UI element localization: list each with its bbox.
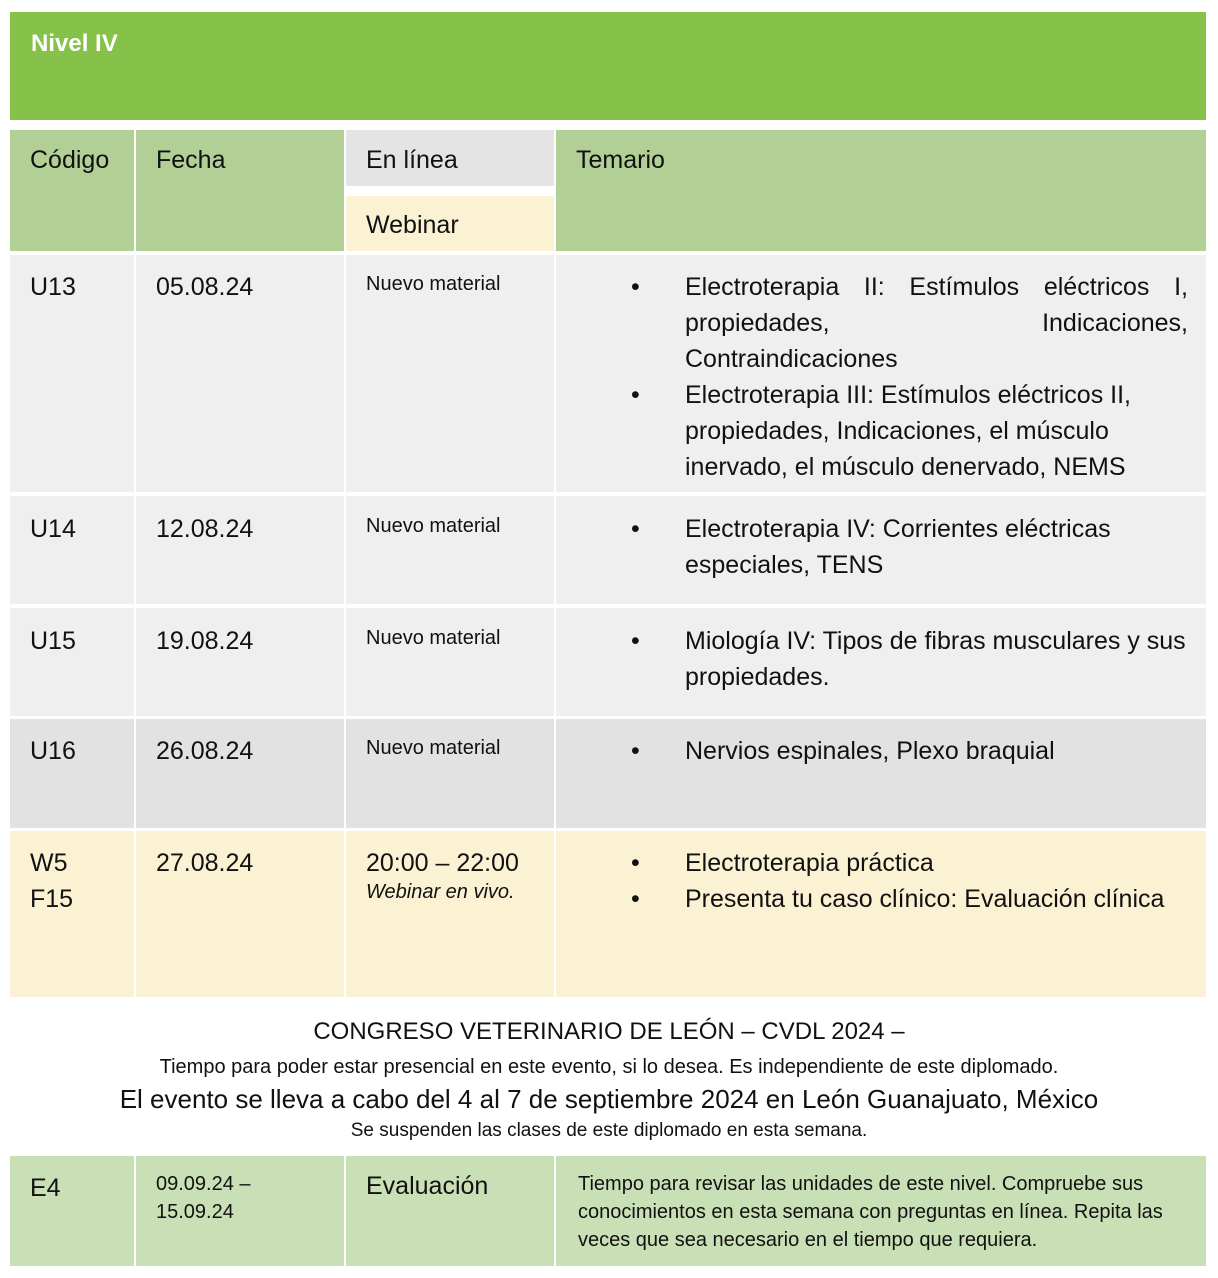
level-title: Nivel IV: [31, 30, 118, 57]
topic-item: • Electroterapia IV: Corrientes eléctricas especiales, TENS: [576, 511, 1188, 583]
row-code-line: W5: [30, 849, 68, 877]
topic-item: • Electroterapia II: Estímulos eléctricos I, propiedades, Indicaciones, Contraindicaciones: [576, 269, 1188, 377]
row-topics: [556, 255, 1206, 492]
header-webinar: Webinar: [346, 196, 554, 251]
row-code: U13: [10, 255, 134, 492]
row-date: 26.08.24: [136, 719, 344, 828]
row-online-status: Nuevo material: [346, 496, 554, 604]
evaluation-date-line: 15.09.24: [156, 1201, 234, 1223]
row-code-line: F15: [30, 885, 74, 913]
evaluation-date-line: 09.09.24 –: [156, 1173, 251, 1195]
topic-item: • Electroterapia III: Estímulos eléctricos II, propiedades, Indicaciones, el músculo inervado, el músculo denervado, NEMS: [576, 377, 1188, 485]
level-title-bar: [10, 12, 1206, 120]
row-code: U16: [10, 719, 134, 828]
row-topics: [556, 719, 1206, 828]
row-date: 12.08.24: [136, 496, 344, 604]
row-online-status: Nuevo material: [346, 719, 554, 828]
row-date: 19.08.24: [136, 608, 344, 716]
row-topics: [556, 496, 1206, 604]
row-date: 05.08.24: [136, 255, 344, 492]
row-code: [10, 831, 134, 997]
row-topics: [556, 608, 1206, 716]
webinar-time: 20:00 – 22:00: [366, 849, 519, 877]
evaluation-description: Tiempo para revisar las unidades de este nivel. Compruebe sus conocimientos en esta semana con preguntas en línea. Repita las veces que sea necesario en el tiempo que requiera.: [556, 1156, 1206, 1266]
topic-item: • Miología IV: Tipos de fibras musculares y sus propiedades.: [576, 623, 1188, 695]
row-code: U14: [10, 496, 134, 604]
row-webinar-time: [346, 831, 554, 997]
congress-dates: El evento se lleva a cabo del 4 al 7 de septiembre 2024 en León Guanajuato, México: [119, 1084, 1099, 1114]
row-online-status: Nuevo material: [346, 255, 554, 492]
congress-title: CONGRESO VETERINARIO DE LEÓN – CVDL 2024 –: [313, 1018, 905, 1045]
row-date: 27.08.24: [136, 831, 344, 997]
evaluation-code: E4: [10, 1156, 134, 1266]
webinar-note: Webinar en vivo.: [366, 881, 515, 903]
topic-item: • Presenta tu caso clínico: Evaluación clínica: [576, 881, 1188, 917]
congress-note: Se suspenden las clases de este diplomado en esta semana.: [350, 1120, 868, 1141]
topic-item: • Nervios espinales, Plexo braquial: [576, 733, 1188, 769]
topic-item: • Electroterapia práctica: [576, 845, 1188, 881]
congress-line: Tiempo para poder estar presencial en este evento, si lo desea. Es independiente de este diplomado.: [159, 1056, 1059, 1078]
header-date: Fecha: [136, 130, 344, 251]
evaluation-label: Evaluación: [346, 1156, 554, 1266]
header-online: En línea: [346, 130, 554, 186]
header-topics: Temario: [556, 130, 1206, 251]
header-code: Código: [10, 130, 134, 251]
evaluation-dates: [136, 1156, 344, 1266]
row-code: U15: [10, 608, 134, 716]
row-online-status: Nuevo material: [346, 608, 554, 716]
row-topics: [556, 831, 1206, 997]
